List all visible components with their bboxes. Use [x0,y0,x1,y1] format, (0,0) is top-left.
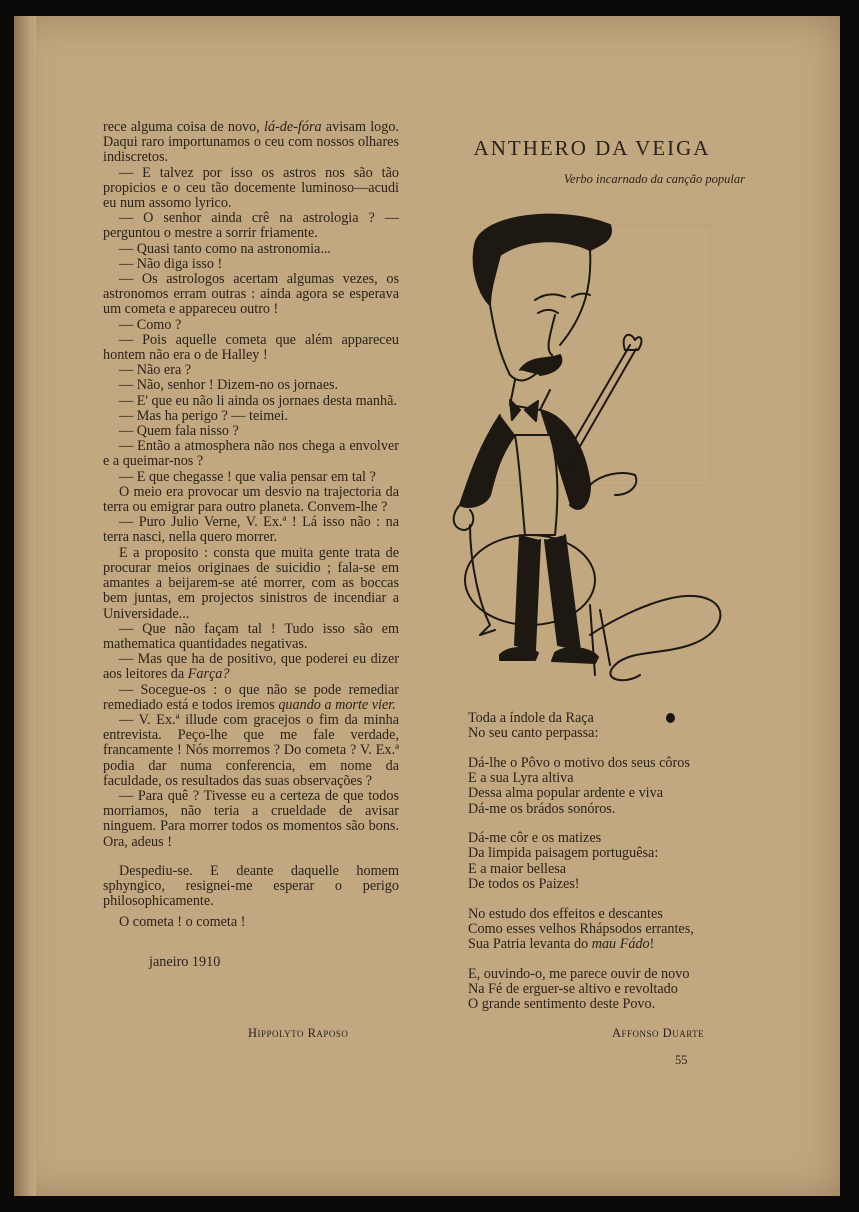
article-paragraph: — Para quê ? Tivesse eu a certeza de que todos morriamos, não teria a crueldade de avisar ninguem. Para morrer todos os momentos são bons. Ora, adeus ! [103,787,399,850]
article-paragraph: — O senhor ainda crê na astrologia ? — perguntou o mestre a sorrir friamente. [103,210,399,242]
poem-title: ANTHERO DA VEIGA [473,136,711,160]
poem-line: Na Fé de erguer-se altivo e revoltado [468,980,678,997]
article-date: janeiro 1910 [149,953,221,970]
article-paragraph: — Mas que ha de positivo, que poderei eu dizer aos leitores da Farça? [103,651,399,683]
poem-line: Dessa alma popular ardente e viva [468,785,663,802]
poem-stanza [468,907,758,953]
book-gutter [14,16,36,1196]
poem-line: Dá-me côr e os matizes [468,830,602,847]
poem-line: No estudo dos effeitos e descantes [468,905,663,922]
poem-line: Da limpida paisagem portuguêsa: [468,845,659,862]
caricature-illustration [440,205,740,695]
poem-author: Affonso Duarte [612,1026,705,1040]
article-paragraph: — Que não façam tal ! Tudo isso são em mathematica quantidades negativas. [103,620,399,652]
poem-stanza [468,831,758,892]
article-paragraph: — Socegue-os : o que não se pode remediar remediado está e todos iremos quando a morte vier. [103,681,399,713]
article-paragraph: — V. Ex.ª illude com gracejos o fim da minha entrevista. Peço-lhe que me fale verdade, francamente ! Nós morremos ? Do cometa ? V. Ex.ª podia dar numa conferencia, em nome da faculdade, os resultados das suas observações ? [103,711,399,789]
article-paragraph: — E' que eu não li ainda os jornaes desta manhã. [119,392,397,409]
poem-line: No seu canto perpassa: [468,725,599,742]
interview-column [103,120,399,970]
poem-body [468,711,758,1027]
poem-line: Sua Patria levanta do mau Fádo! [468,935,655,952]
poem-line: Como esses velhos Rhápsodos errantes, [468,920,694,937]
article-paragraph: — E talvez por isso os astros nos são tão propicios e o ceu tão docemente luminoso—acudi eu num assomo lyrico. [103,164,399,212]
article-paragraph: — Puro Julio Verne, V. Ex.ª ! Lá isso não : na terra nasci, nella quero morrer. [103,514,399,546]
article-paragraph: — Então a atmosphera não nos chega a envolver e a queimar-nos ? [103,438,399,470]
article-paragraph: — Não era ? [119,362,192,379]
article-paragraph: — E que chegasse ! que valia pensar em tal ? [119,468,376,485]
article-paragraph: — Não diga isso ! [119,255,223,272]
poem-line: O grande sentimento deste Povo. [468,996,656,1013]
article-paragraph: rece alguma coisa de novo, lá-de-fóra avisam logo. Daqui raro importunamos o ceu com nossos olhares indiscretos. [103,119,399,166]
poem-line: E a maior bellesa [468,860,567,877]
poem-line: Dá-lhe o Pôvo o motivo dos seus côros [468,754,690,771]
page-number: 55 [675,1053,688,1067]
poem-stanza [468,711,758,741]
article-paragraph: — Os astrologos acertam algumas vezes, os astronomos erram outras : ainda agora se esperava um cometa e appareceu outro ! [103,271,399,318]
poem-line: E a sua Lyra altiva [468,770,574,787]
article-paragraph: — Pois aquelle cometa que além appareceu hontem não era o de Halley ! [103,331,399,364]
article-paragraph: — Como ? [119,316,182,333]
article-paragraph: — Quasi tanto como na astronomia... [119,240,331,257]
poem-line: E, ouvindo-o, me parece ouvir de novo [468,965,690,982]
article-paragraph: O meio era provocar um desvio na trajectoria da terra ou emigrar para outro planeta. Convem-lhe ? [103,483,399,516]
article-paragraph: O cometa ! o cometa ! [119,914,246,931]
poem-subtitle: Verbo incarnado da canção popular [563,172,745,186]
poem-line: Dá-me os brádos sonóros. [468,800,616,817]
poem-stanza [468,756,758,817]
article-paragraph: — Mas ha perigo ? — teimei. [119,407,289,424]
article-paragraph: — Quem fala nisso ? [119,423,239,440]
poem-line: De todos os Paizes! [468,875,580,892]
article-paragraph: E a proposito : consta que muita gente trata de procurar meios originaes de suicidio ; fala-se em amantes a beijarem-se até morrer, com as boccas bem juntas, em projectos sinistros de incendiar a Universidade... [103,544,399,622]
poem-stanza [468,967,758,1013]
article-paragraph: Despediu-se. E deante daquelle homem sphyngico, resignei-me esperar o perigo philosophicamente. [103,862,399,910]
poem-line: Toda a índole da Raça [468,710,594,726]
article-author: Hippolyto Raposo [248,1026,349,1040]
article-paragraph: — Não, senhor ! Dizem-no os jornaes. [119,377,339,394]
